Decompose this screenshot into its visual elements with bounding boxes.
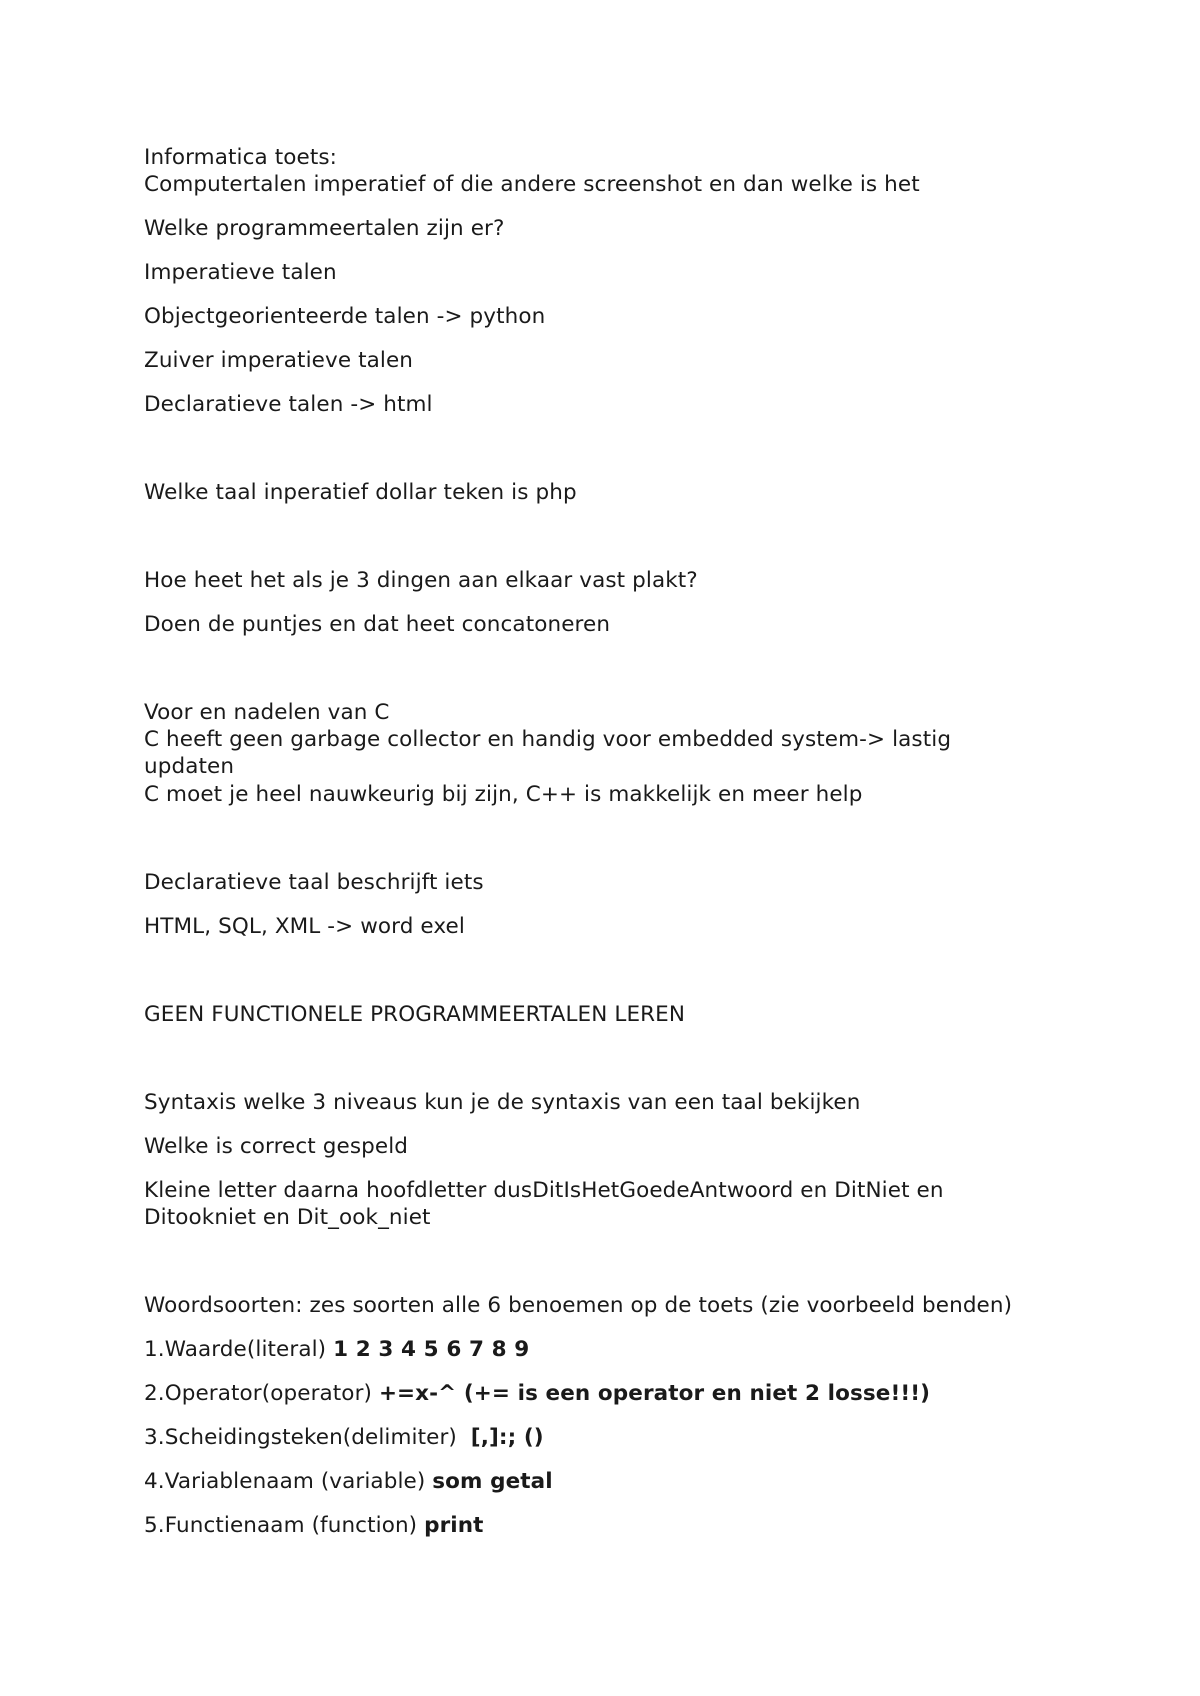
text-line: Welke programmeertalen zijn er? [144, 216, 505, 241]
list-item-label: 4.Variablenaam (variable) [144, 1469, 433, 1494]
list-item-example: print [424, 1513, 484, 1538]
list-item-label: 5.Functienaam (function) [144, 1513, 425, 1538]
text-line: Doen de puntjes en dat heet concatoneren [144, 612, 611, 637]
text-line: updaten [144, 754, 235, 779]
list-item-example: +=x-^ (+= is een operator en niet 2 losse!!!) [378, 1381, 931, 1406]
list-item [144, 1512, 484, 1539]
list-item-example: [,]:; () [470, 1425, 544, 1450]
list-item [144, 1424, 544, 1451]
text-line: Syntaxis welke 3 niveaus kun je de syntaxis van een taal bekijken [144, 1090, 861, 1115]
list-item [144, 1468, 553, 1495]
text-line: HTML, SQL, XML -> word exel [144, 914, 465, 939]
list-item-label: 1.Waarde(literal) [144, 1337, 334, 1362]
text-line: Imperatieve talen [144, 260, 337, 285]
text-line: Welke is correct gespeld [144, 1134, 409, 1159]
text-line: Objectgeorienteerde talen -> python [144, 304, 546, 329]
text-line: GEEN FUNCTIONELE PROGRAMMEERTALEN LEREN [144, 1002, 686, 1027]
text-line: Computertalen imperatief of die andere screenshot en dan welke is het [144, 172, 920, 197]
text-line: Hoe heet het als je 3 dingen aan elkaar vast plakt? [144, 568, 698, 593]
doc-title: Informatica toets: [144, 145, 337, 170]
text-line: Declaratieve taal beschrijft iets [144, 870, 484, 895]
text-line: Declaratieve talen -> html [144, 392, 433, 417]
list-item-example: som getal [432, 1469, 553, 1494]
list-item-label: 2.Operator(operator) [144, 1381, 379, 1406]
text-line: Zuiver imperatieve talen [144, 348, 414, 373]
list-item-example: 1 2 3 4 5 6 7 8 9 [333, 1337, 530, 1362]
text-line: Welke taal inperatief dollar teken is php [144, 480, 577, 505]
text-line: C heeft geen garbage collector en handig voor embedded system-> lastig [144, 727, 952, 752]
text-line: Woordsoorten: zes soorten alle 6 benoemen op de toets (zie voorbeeld benden) [144, 1293, 1013, 1318]
text-line: Kleine letter daarna hoofdletter dusDitIsHetGoedeAntwoord en DitNiet en [144, 1178, 944, 1203]
list-item [144, 1336, 529, 1363]
text-line: Voor en nadelen van C [144, 700, 390, 725]
text-line: C moet je heel nauwkeurig bij zijn, C++ is makkelijk en meer help [144, 782, 863, 807]
list-item [144, 1380, 930, 1407]
text-line: Ditookniet en Dit_ook_niet [144, 1205, 431, 1230]
list-item-label: 3.Scheidingsteken(delimiter) [144, 1425, 471, 1450]
